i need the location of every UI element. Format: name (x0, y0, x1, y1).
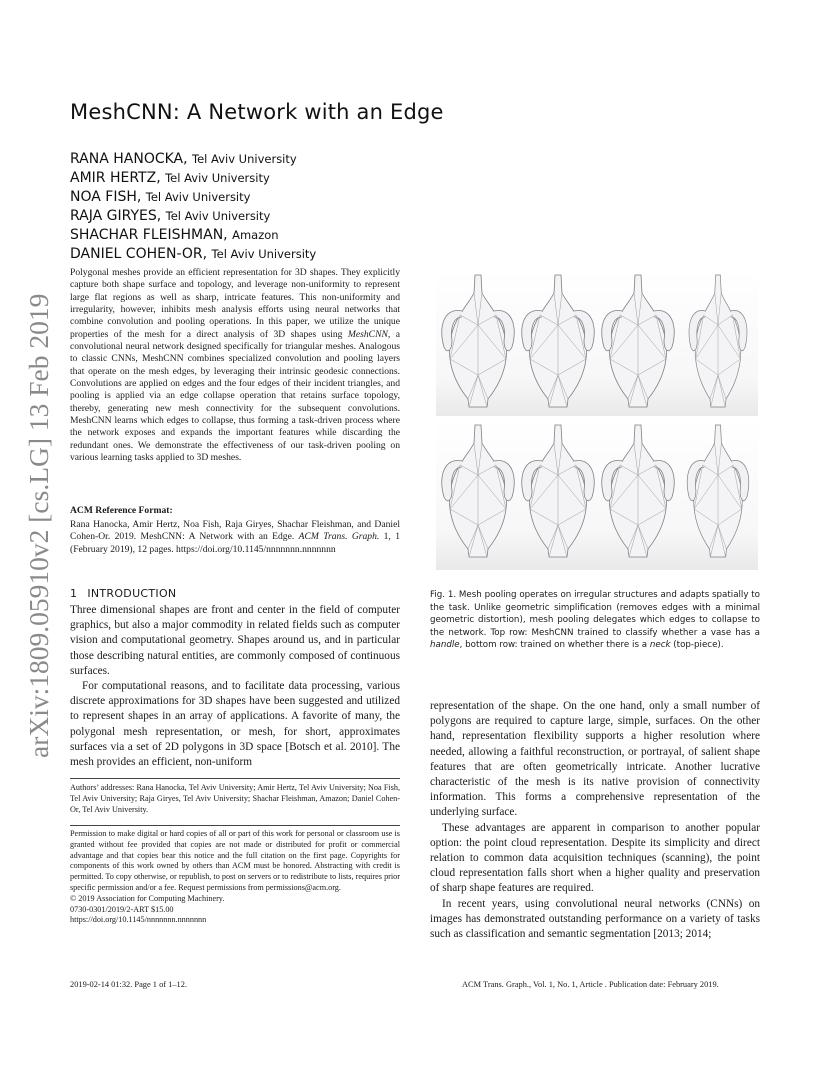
author-name: AMIR HERTZ, (70, 170, 161, 186)
acm-ref-part1: Rana Hanocka, Amir Hertz, Noa Fish, Raja Giryes, Shachar Fleishman, and Daniel Cohen-Or. 2019. MeshCNN: A Network with an Edge. (70, 519, 400, 543)
permission-block (70, 829, 400, 926)
acm-ref-part2: 1, 1 (February 2019), 12 pages. https://doi.org/10.1145/nnnnnnn.nnnnnnn (70, 531, 400, 555)
caption-part-b: , bottom row: trained on whether there is a (459, 640, 650, 651)
right-paragraph-2: These advantages are apparent in comparison to another popular option: the point cloud representation. Despite its simplicity and direct relation to common data acquisition techniques (scanning), the point cloud representation falls short when a higher quality and preservation of sharp shape features are required. (430, 821, 760, 895)
vase-mesh-figure (436, 270, 758, 570)
caption-handle: handle (430, 640, 460, 651)
author-2 (70, 188, 316, 207)
permission-text: Permission to make digital or hard copies of all or part of this work for personal or classroom use is granted without fee provided that copies are not made or distributed for profit or commercial advantage and that copies bear this notice and the full citation on the first page. Copyrights for components of this work owned by others than ACM must be honored. Abstracting with credit is permitted. To copy otherwise, or republish, to post on servers or to redistribute to lists, requires prior specific permission and/or a fee. Request permissions from permissions@acm.org. (70, 829, 400, 892)
caption-neck: neck (649, 640, 671, 651)
doi-line: https://doi.org/10.1145/nnnnnnn.nnnnnnn (70, 915, 207, 925)
author-1 (70, 169, 316, 188)
figure-caption (430, 589, 760, 652)
author-name: DANIEL COHEN-OR, (70, 246, 208, 262)
right-column-body (430, 699, 760, 942)
author-3 (70, 207, 316, 226)
author-affiliation: Tel Aviv University (211, 247, 317, 261)
section-heading (70, 587, 176, 600)
right-paragraph-3: In recent years, using convolutional neural networks (CNNs) on images has demonstrated outstanding performance on a variety of tasks such as classification and semantic segmentation [2013; 2014; (430, 897, 760, 941)
author-affiliation: Tel Aviv University (192, 152, 297, 166)
abstract (70, 267, 400, 465)
author-name: NOA FISH, (70, 189, 142, 205)
author-0 (70, 150, 316, 169)
intro-paragraph-2: For computational reasons, and to facilitate data processing, various discrete approximations for 3D shapes have been suggested and utilized to represent shapes in an array of applications. A favorite of many, the polygonal mesh representation, or mesh, for short, approximates surfaces via a set of 2D polygons in 3D space [Botsch et al. 2010]. The mesh provides an efficient, non-uniform (70, 680, 400, 769)
intro-paragraph-1: Three dimensional shapes are front and center in the field of computer graphics, but also a major commodity in related fields such as computer vision and computational geometry. Shapes around us, and in particular those describing natural entities, are commonly composed of continuous surfaces. (70, 604, 400, 677)
caption-part-a: Fig. 1. Mesh pooling operates on irregular structures and adapts spatially to the task. Unlike geometric simplification (removes edges with a minimal geometric distortion), mesh pooling delegates which edges to collapse to the network. Top row: MeshCNN trained to classify whether a vase has a (430, 590, 760, 638)
author-affiliation: Amazon (232, 228, 279, 242)
footer-left: 2019-02-14 01:32. Page 1 of 1–12. (70, 980, 188, 989)
paper-title: MeshCNN: A Network with an Edge (70, 100, 444, 124)
copyright-line: © 2019 Association for Computing Machinery. (70, 893, 225, 903)
abstract-text-cont: , a convolutional neural network designed specifically for triangular meshes. Analogous to classic CNNs, MeshCNN combines specialized convolution and pooling layers that operate on the mesh edges, by leveraging their intrinsic geodesic connections. Convolutions are applied on edges and the four edges of their incident triangles, and pooling is applied via an edge collapse operation that retains surface topology, thereby, generating new mesh connectivity for the subsequent convolutions. MeshCNN learns which edges to collapse, thus forming a task-driven process where the network exposes and expands the important features while discarding the redundant ones. We demonstrate the effectiveness of our task-driven pooling on various learning tasks applied to 3D meshes. (70, 328, 400, 464)
arxiv-stamp-svg (8, 290, 58, 760)
permission-rule (70, 825, 400, 826)
author-affiliation: Tel Aviv University (145, 190, 251, 204)
acm-reference-text (70, 519, 400, 556)
author-name: SHACHAR FLEISHMAN, (70, 227, 228, 243)
author-affiliation: Tel Aviv University (165, 209, 271, 223)
footnote-rule (70, 778, 400, 779)
abstract-text: Polygonal meshes provide an efficient representation for 3D shapes. They explicitly capture both shape surface and topology, and leverage non-uniformity to represent large flat regions as well as sharp, intricate features. This non-uniformity and irregularity, however, inhibits mesh analysis efforts using neural networks that combine convolution and pooling operations. In this paper, we utilize the unique properties of the mesh for a direct analysis of 3D shapes using (70, 267, 400, 340)
author-affiliation: Tel Aviv University (165, 171, 270, 185)
acm-ref-journal: ACM Trans. Graph. (298, 531, 380, 543)
right-paragraph-1: representation of the shape. On the one hand, only a small number of polygons are required to capture large, simple, surfaces. On the other hand, representation flexibility supports a higher resolution where needed, allowing a faithful reconstruction, or portrayal, of salient shape features that are often geometrically intricate. Another lucrative characteristic of the mesh is its native provision of connectivity information. This forms a comprehensive representation of the underlying surface. (430, 700, 760, 819)
author-5 (70, 245, 316, 264)
caption-part-c: (top-piece). (670, 640, 724, 651)
author-addresses-footnote: Authors’ addresses: Rana Hanocka, Tel Aviv University; Amir Hertz, Tel Aviv University; Noa Fish, Tel Aviv University; Raja Giryes, Tel Aviv University; Shachar Fleishman, Amazon; Daniel Cohen-Or, Tel Aviv University. (70, 783, 400, 814)
abstract-emphasis: MeshCNN (347, 328, 388, 340)
issn-line: 0730-0301/2019/2-ART $15.00 (70, 904, 174, 914)
footer-right: ACM Trans. Graph., Vol. 1, No. 1, Article . Publication date: February 2019. (462, 980, 719, 989)
author-name: RANA HANOCKA, (70, 151, 188, 167)
intro-body (70, 603, 400, 770)
section-title: INTRODUCTION (87, 587, 177, 600)
section-number: 1 (70, 587, 78, 600)
author-4 (70, 226, 316, 245)
arxiv-stamp (8, 290, 58, 760)
arxiv-stamp-text: arXiv:1809.05910v2 [cs.LG] 13 Feb 2019 (23, 293, 54, 758)
acm-reference-heading: ACM Reference Format: (70, 505, 173, 516)
author-list (70, 150, 316, 264)
author-name: RAJA GIRYES, (70, 208, 162, 224)
figure-1 (436, 270, 758, 570)
